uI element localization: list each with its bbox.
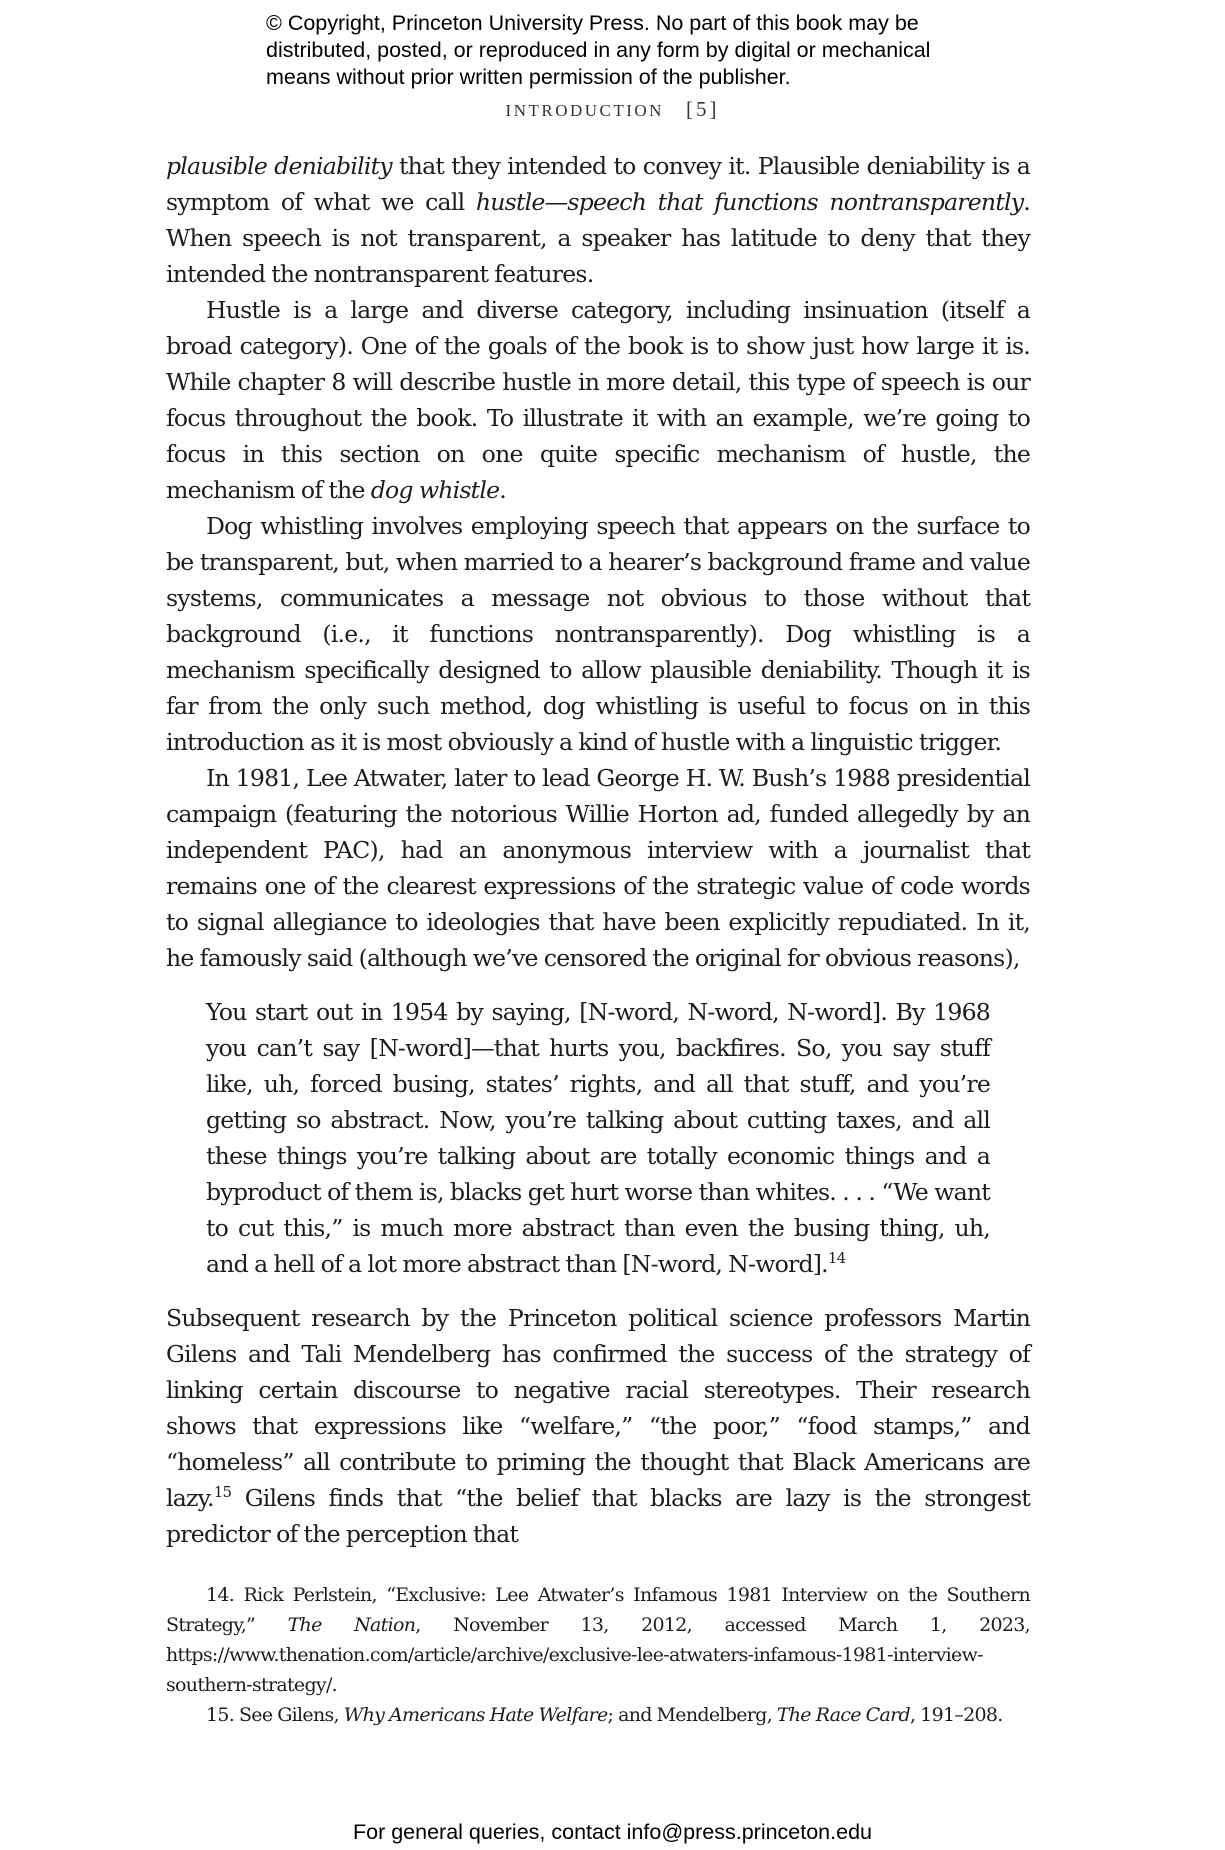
- footnote-15-text-2: ; and Mendelberg,: [607, 1704, 777, 1726]
- paragraph-1: [166, 148, 1030, 292]
- copyright-line-3: means without prior written permission of the publisher.: [266, 65, 791, 89]
- paragraph-3: Dog whistling involves employing speech that appears on the surface to be transparent, but, when married to a hearer’s background frame and value systems, communicates a message not obvious to those without that background (i.e., it functions nontransparently). Dog whistling is a mechanism specifically designed to allow plausible deniability. Though it is far from the only such method, dog whistling is useful to focus on in this introduction as it is most obviously a kind of hustle with a linguistic trigger.: [166, 512, 1030, 756]
- footnote-14-title: The Nation: [287, 1614, 416, 1636]
- block-quote-text: You start out in 1954 by saying, [N-word, N-word, N-word]. By 1968 you can’t say [N-word]—that hurts you, backfires. So, you say stuff like, uh, forced busing, states’ rights, and all that stuff, and you’re getting so abstract. Now, you’re talking about cutting taxes, and all these things you’re talking about are totally economic things and a byproduct of them is, blacks get hurt worse than whites. . . . “We want to cut this,” is much more abstract than even the busing thing, uh, and a hell of a lot more abstract than [N-word, N-word].: [206, 998, 990, 1278]
- footnote-15: [166, 1700, 1030, 1730]
- paragraph-4: In 1981, Lee Atwater, later to lead George H. W. Bush’s 1988 presidential campaign (featuring the notorious Willie Horton ad, funded allegedly by an independent PAC), had an anonymous interview with a journalist that remains one of the clearest expressions of the strategic value of code words to signal allegiance to ideologies that have been explicitly repudiated. In it, he famously said (although we’ve censored the original for obvious reasons),: [166, 764, 1030, 972]
- body-text: [166, 148, 1030, 1552]
- paragraph-2-text: Hustle is a large and diverse category, including insinuation (itself a broad category). One of the goals of the book is to show just how large it is. While chapter 8 will describe hustle in more detail, this type of speech is our focus throughout the book. To illustrate it with an example, we’re going to focus in this section on one quite specific mechanism of hustle, the mechanism of the: [166, 296, 1030, 504]
- footnote-15-text-3: , 191–208.: [910, 1704, 1003, 1726]
- paragraph-1-emphasis-1: plausible deniability: [166, 152, 392, 180]
- footer-contact: For general queries, contact info@press.princeton.edu: [352, 1820, 872, 1844]
- footnote-ref-15[interactable]: 15: [213, 1483, 232, 1502]
- paragraph-2: [166, 292, 1030, 508]
- paragraph-1-text-2: . When speech is not transparent, a speaker has latitude to deny that they intended the nontransparent features.: [166, 188, 1030, 288]
- footnotes: [166, 1580, 1030, 1730]
- footnote-15-title-1: Why Americans Hate Welfare: [343, 1704, 608, 1726]
- page-number: [5]: [685, 97, 720, 121]
- footnote-15-title-2: The Race Card: [776, 1704, 910, 1726]
- paragraph-1-emphasis-2: hustle—speech that functions nontransparently: [475, 188, 1024, 216]
- footnote-15-text-1: 15. See Gilens,: [206, 1704, 344, 1726]
- footnote-14-text-2: , November 13, 2012, accessed March 1, 2023, https://www.thenation.com/article/archive/exclusive-lee-atwaters-infamous-1981-interview-southern-strategy/.: [166, 1614, 1030, 1696]
- paragraph-1-text-1: that they intended to convey it. Plausible deniability is a symptom of what we call: [166, 152, 1030, 216]
- copyright-notice: [266, 10, 986, 91]
- copyright-line-2: distributed, posted, or reproduced in any form by digital or mechanical: [266, 38, 931, 62]
- paragraph-5: [166, 1300, 1030, 1552]
- running-head-title: INTRODUCTION: [505, 101, 664, 120]
- footnote-ref-14[interactable]: 14: [827, 1249, 846, 1268]
- footnote-14: [166, 1580, 1030, 1700]
- copyright-line-1: © Copyright, Princeton University Press. No part of this book may be: [266, 11, 919, 35]
- paragraph-2-end: .: [499, 476, 506, 504]
- paragraph-5-text-2: Gilens finds that “the belief that blacks are lazy is the strongest predictor of the perception that: [166, 1484, 1030, 1548]
- block-quote: [206, 994, 990, 1282]
- paragraph-2-emphasis: dog whistle: [370, 476, 500, 504]
- footnote-14-text-1: 14. Rick Perlstein, “Exclusive: Lee Atwater’s Infamous 1981 Interview on the Southern Strategy,”: [166, 1584, 1030, 1636]
- running-head: [0, 97, 1225, 122]
- paragraph-5-text-1: Subsequent research by the Princeton political science professors Martin Gilens and Tali Mendelberg has confirmed the success of the strategy of linking certain discourse to negative racial stereotypes. Their research shows that expressions like “welfare,” “the poor,” “food stamps,” and “homeless” all contribute to priming the thought that Black Americans are lazy.: [166, 1304, 1030, 1512]
